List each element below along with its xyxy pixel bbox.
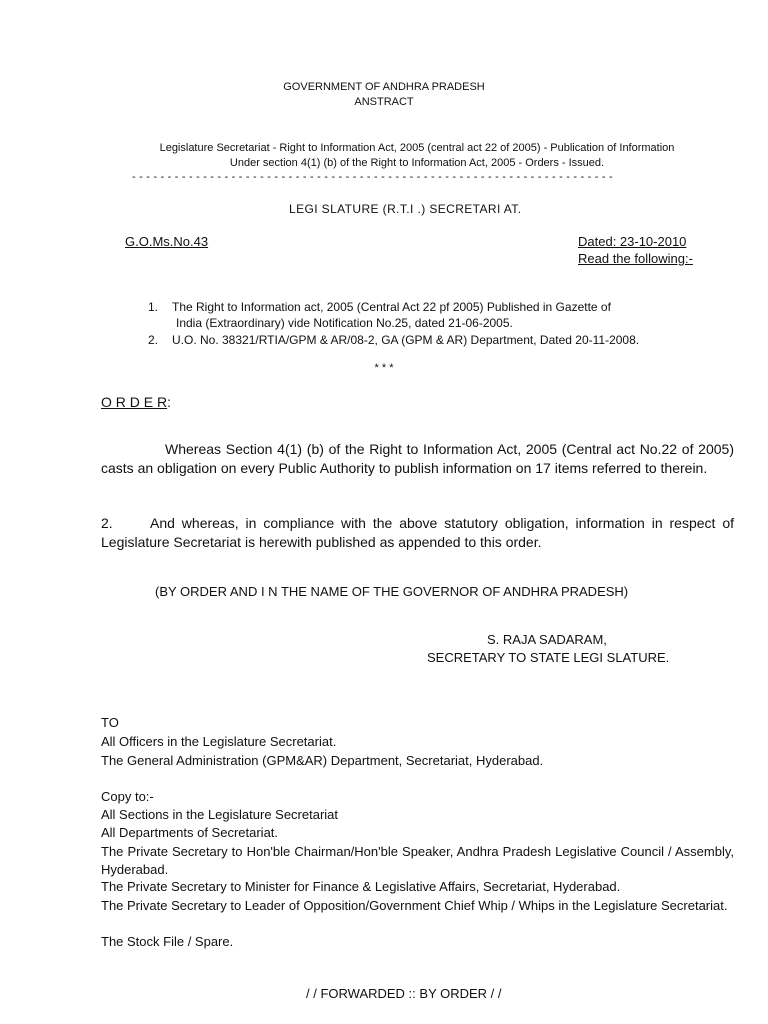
go-number: G.O.Ms.No.43 <box>125 234 209 249</box>
order-heading-colon: : <box>167 394 172 410</box>
read-following: Read the following:- <box>578 251 693 266</box>
asterisks-divider: * * * <box>374 362 394 374</box>
order-paragraph-1: Whereas Section 4(1) (b) of the Right to Information Act, 2005 (Central act No.22 of 2005) casts an obligation on every Public Authority to publish information on 17 items referred to therein. <box>101 441 734 476</box>
to-item: All Officers in the Legislature Secretariat. <box>101 734 337 749</box>
reference-text: The Right to Information act, 2005 (Central Act 22 pf 2005) Published in Gazette of <box>172 300 611 314</box>
copy-to-item: All Sections in the Legislature Secretariat <box>101 807 339 822</box>
department-heading: LEGI SLATURE (R.T.I .) SECRETARI AT. <box>289 202 522 216</box>
paragraph-number: 2. <box>101 515 113 531</box>
copy-to-item: The Private Secretary to Hon'ble Chairman/Hon'ble Speaker, Andhra Pradesh Legislative Council / Assembly, Hyderabad. <box>101 844 734 877</box>
copy-to-item: All Departments of Secretariat. <box>101 825 279 840</box>
reference-number: 1. <box>148 300 159 314</box>
reference-item-2 <box>148 332 748 348</box>
order-paragraph-2 <box>101 514 734 552</box>
subject-line-1: Legislature Secretariat - Right to Information Act, 2005 (central act 22 of 2005) - Publication of Information <box>159 142 675 154</box>
reference-number: 2. <box>148 333 159 347</box>
signatory-title: SECRETARY TO STATE LEGI SLATURE. <box>427 650 670 665</box>
by-order-line: (BY ORDER AND I N THE NAME OF THE GOVERNOR OF ANDHRA PRADESH) <box>155 584 629 599</box>
to-item: The General Administration (GPM&AR) Department, Secretariat, Hyderabad. <box>101 753 544 768</box>
order-date: Dated: 23-10-2010 <box>578 234 687 249</box>
copy-to-item: The Stock File / Spare. <box>101 934 234 949</box>
separator-dashes: - - - - - - - - - - - - - - - - - - - - - - - - - - - - - - - - - - - - - - - - - - - - - - - - - - - - - - - - - - - - - - - - - - - - <box>132 171 613 183</box>
copy-to-heading: Copy to:- <box>101 789 154 804</box>
to-heading: TO <box>101 715 119 730</box>
subject-line-2: Under section 4(1) (b) of the Right to Information Act, 2005 - Orders - Issued. <box>229 157 605 169</box>
copy-to-item: The Private Secretary to Leader of Opposition/Government Chief Whip / Whips in the Legislature Secretariat. <box>101 898 728 913</box>
reference-text-continued: India (Extraordinary) vide Notification No.25, dated 21-06-2005. <box>176 316 513 330</box>
government-heading: GOVERNMENT OF ANDHRA PRADESH <box>283 81 485 93</box>
forwarded-line: / / FORWARDED :: BY ORDER / / <box>306 986 502 1001</box>
order-heading <box>101 394 171 410</box>
order-heading-text: O R D E R <box>101 394 168 410</box>
reference-text: U.O. No. 38321/RTIA/GPM & AR/08-2, GA (GPM & AR) Department, Dated 20-11-2008. <box>172 333 640 347</box>
signatory-name: S. RAJA SADARAM, <box>487 632 607 647</box>
copy-to-item: The Private Secretary to Minister for Finance & Legislative Affairs, Secretariat, Hyderabad. <box>101 879 621 894</box>
abstract-heading: ANSTRACT <box>354 96 414 108</box>
paragraph-text: And whereas, in compliance with the above statutory obligation, information in respect of Legislature Secretariat is herewith published as appended to this order. <box>101 515 734 550</box>
reference-item-1 <box>148 299 748 331</box>
